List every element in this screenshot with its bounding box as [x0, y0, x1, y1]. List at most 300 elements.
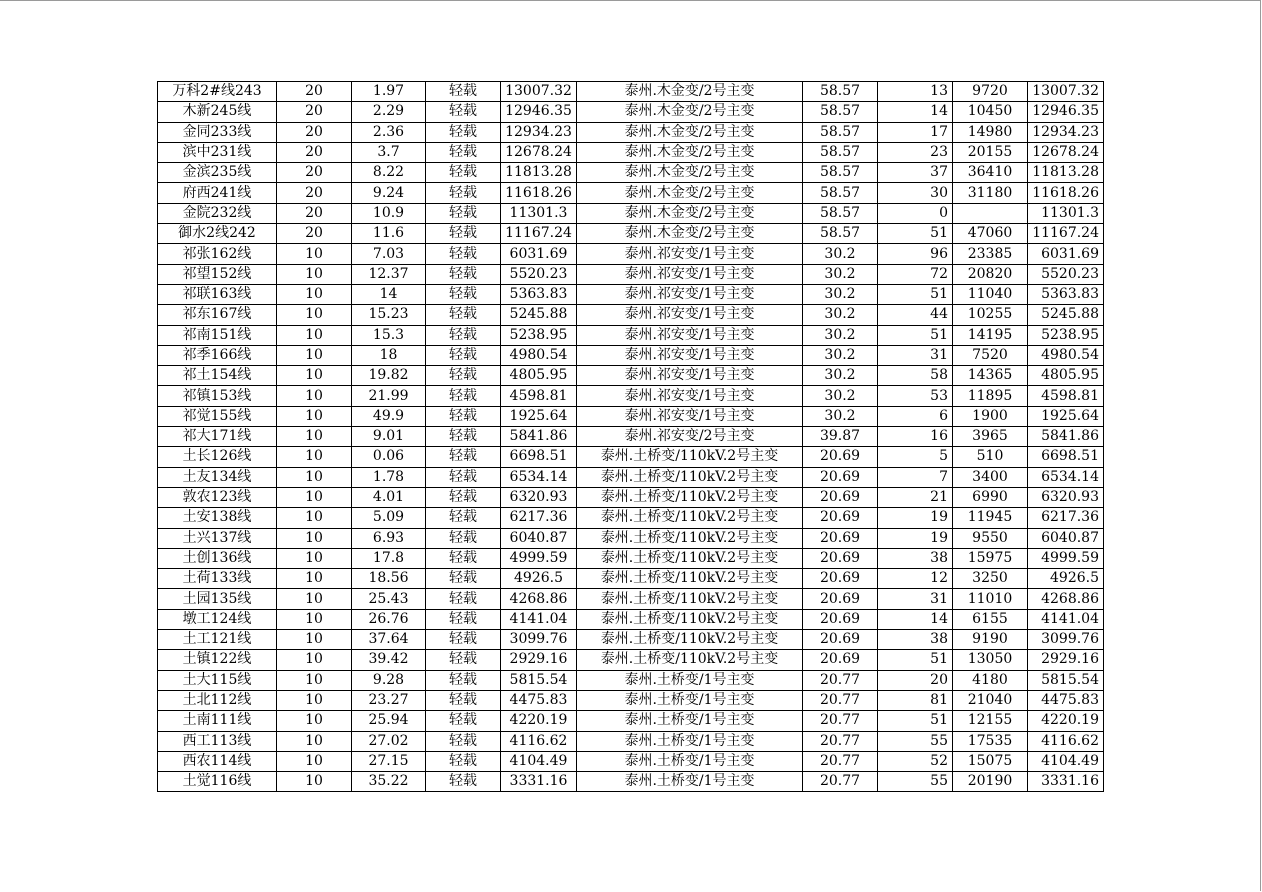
table-cell: 泰州.木金变/2号主变 — [577, 102, 803, 122]
table-cell: 轻载 — [426, 284, 501, 304]
table-cell: 2.36 — [352, 122, 426, 142]
table-cell: 15975 — [953, 548, 1028, 568]
table-cell: 72 — [878, 264, 953, 284]
table-cell: 祁季166线 — [158, 345, 277, 365]
table-cell: 6155 — [953, 609, 1028, 629]
table-cell: 轻载 — [426, 325, 501, 345]
table-cell: 30 — [878, 183, 953, 203]
table-cell: 10 — [277, 670, 352, 690]
table-row — [158, 772, 1104, 792]
table-row — [158, 325, 1104, 345]
table-cell: 5238.95 — [1028, 325, 1104, 345]
table-cell: 51 — [878, 224, 953, 244]
table-cell: 轻载 — [426, 467, 501, 487]
table-row — [158, 508, 1104, 528]
table-cell: 39.42 — [352, 650, 426, 670]
table-cell: 3965 — [953, 427, 1028, 447]
table-cell: 17 — [878, 122, 953, 142]
table-cell: 轻载 — [426, 122, 501, 142]
table-cell: 4141.04 — [501, 609, 577, 629]
table-cell: 泰州.土桥变/110kV.2号主变 — [577, 569, 803, 589]
table-cell: 51 — [878, 325, 953, 345]
table-cell: 轻载 — [426, 772, 501, 792]
table-cell: 20 — [878, 670, 953, 690]
table-cell: 20.69 — [803, 569, 878, 589]
table-cell: 6698.51 — [1028, 447, 1104, 467]
table-cell: 14 — [878, 609, 953, 629]
table-cell: 21.99 — [352, 386, 426, 406]
table-cell: 14 — [878, 102, 953, 122]
table-cell: 30.2 — [803, 244, 878, 264]
table-cell: 土镇122线 — [158, 650, 277, 670]
table-cell: 20 — [277, 102, 352, 122]
table-cell: 55 — [878, 772, 953, 792]
table-row — [158, 427, 1104, 447]
table-row — [158, 589, 1104, 609]
table-cell: 泰州.祁安变/1号主变 — [577, 406, 803, 426]
table-cell: 土大115线 — [158, 670, 277, 690]
table-cell — [953, 203, 1028, 223]
table-cell: 10 — [277, 508, 352, 528]
table-cell: 11618.26 — [501, 183, 577, 203]
table-cell: 51 — [878, 711, 953, 731]
table-cell: 轻载 — [426, 102, 501, 122]
table-row — [158, 183, 1104, 203]
table-cell: 土北112线 — [158, 690, 277, 710]
table-cell: 5520.23 — [501, 264, 577, 284]
table-cell: 20.69 — [803, 589, 878, 609]
table-cell: 10 — [277, 447, 352, 467]
table-cell: 19.82 — [352, 366, 426, 386]
table-cell: 10 — [277, 751, 352, 771]
table-row — [158, 569, 1104, 589]
table-cell: 轻载 — [426, 163, 501, 183]
table-cell: 轻载 — [426, 386, 501, 406]
table-cell: 11167.24 — [501, 224, 577, 244]
table-cell: 轻载 — [426, 751, 501, 771]
table-cell: 土园135线 — [158, 589, 277, 609]
table-cell: 7.03 — [352, 244, 426, 264]
table-cell: 10.9 — [352, 203, 426, 223]
table-row — [158, 366, 1104, 386]
table-cell: 轻载 — [426, 427, 501, 447]
table-cell: 58.57 — [803, 102, 878, 122]
table-cell: 10 — [277, 467, 352, 487]
table-cell: 4999.59 — [501, 548, 577, 568]
table-row — [158, 386, 1104, 406]
table-cell: 泰州.土桥变/110kV.2号主变 — [577, 447, 803, 467]
table-cell: 土荷133线 — [158, 569, 277, 589]
table-cell: 81 — [878, 690, 953, 710]
table-cell: 御水2线242 — [158, 224, 277, 244]
table-cell: 6040.87 — [501, 528, 577, 548]
table-cell: 土兴137线 — [158, 528, 277, 548]
table-cell: 轻载 — [426, 366, 501, 386]
table-cell: 20.69 — [803, 467, 878, 487]
table-row — [158, 244, 1104, 264]
table-cell: 20.77 — [803, 772, 878, 792]
table-cell: 5245.88 — [501, 305, 577, 325]
table-cell: 9.24 — [352, 183, 426, 203]
table-cell: 泰州.土桥变/1号主变 — [577, 670, 803, 690]
table-row — [158, 447, 1104, 467]
table-cell: 51 — [878, 650, 953, 670]
table-cell: 泰州.木金变/2号主变 — [577, 163, 803, 183]
table-cell: 53 — [878, 386, 953, 406]
table-cell: 轻载 — [426, 345, 501, 365]
table-row — [158, 122, 1104, 142]
table-cell: 55 — [878, 731, 953, 751]
table-cell: 泰州.土桥变/110kV.2号主变 — [577, 548, 803, 568]
table-cell: 96 — [878, 244, 953, 264]
table-cell: 土南111线 — [158, 711, 277, 731]
table-cell: 12946.35 — [501, 102, 577, 122]
table-cell: 20.77 — [803, 751, 878, 771]
table-cell: 泰州.木金变/2号主变 — [577, 183, 803, 203]
table-cell: 20.77 — [803, 690, 878, 710]
table-cell: 泰州.土桥变/110kV.2号主变 — [577, 487, 803, 507]
table-cell: 土长126线 — [158, 447, 277, 467]
table-cell: 35.22 — [352, 772, 426, 792]
table-cell: 祁土154线 — [158, 366, 277, 386]
table-cell: 17535 — [953, 731, 1028, 751]
table-cell: 4475.83 — [501, 690, 577, 710]
table-cell: 10 — [277, 772, 352, 792]
table-cell: 3331.16 — [1028, 772, 1104, 792]
table-cell: 府西241线 — [158, 183, 277, 203]
table-cell: 3099.76 — [1028, 630, 1104, 650]
table-cell: 9550 — [953, 528, 1028, 548]
table-cell: 轻载 — [426, 731, 501, 751]
table-cell: 58.57 — [803, 163, 878, 183]
table-cell: 38 — [878, 630, 953, 650]
table-cell: 轻载 — [426, 447, 501, 467]
table-cell: 3250 — [953, 569, 1028, 589]
table-cell: 泰州.祁安变/2号主变 — [577, 427, 803, 447]
table-cell: 10 — [277, 427, 352, 447]
table-cell: 25.43 — [352, 589, 426, 609]
table-cell: 0 — [878, 203, 953, 223]
table-cell: 20 — [277, 224, 352, 244]
table-cell: 21040 — [953, 690, 1028, 710]
table-cell: 泰州.土桥变/110kV.2号主变 — [577, 630, 803, 650]
table-cell: 轻载 — [426, 142, 501, 162]
table-cell: 10 — [277, 366, 352, 386]
table-cell: 泰州.土桥变/110kV.2号主变 — [577, 508, 803, 528]
table-cell: 11945 — [953, 508, 1028, 528]
table-cell: 15075 — [953, 751, 1028, 771]
table-cell: 16 — [878, 427, 953, 447]
table-cell: 6031.69 — [1028, 244, 1104, 264]
table-cell: 4980.54 — [1028, 345, 1104, 365]
table-cell: 轻载 — [426, 630, 501, 650]
table-cell: 轻载 — [426, 650, 501, 670]
table-cell: 20 — [277, 122, 352, 142]
table-cell: 4268.86 — [1028, 589, 1104, 609]
table-cell: 12.37 — [352, 264, 426, 284]
table-cell: 31180 — [953, 183, 1028, 203]
table-cell: 23385 — [953, 244, 1028, 264]
table-cell: 58.57 — [803, 203, 878, 223]
table-cell: 泰州.木金变/2号主变 — [577, 82, 803, 102]
table-cell: 4999.59 — [1028, 548, 1104, 568]
table-cell: 5363.83 — [1028, 284, 1104, 304]
table-cell: 30.2 — [803, 406, 878, 426]
table-cell: 6 — [878, 406, 953, 426]
table-cell: 27.02 — [352, 731, 426, 751]
table-cell: 18.56 — [352, 569, 426, 589]
table-cell: 西农114线 — [158, 751, 277, 771]
table-cell: 0.06 — [352, 447, 426, 467]
table-cell: 轻载 — [426, 203, 501, 223]
table-row — [158, 203, 1104, 223]
table-cell: 泰州.土桥变/110kV.2号主变 — [577, 650, 803, 670]
table-cell: 14980 — [953, 122, 1028, 142]
table-cell: 轻载 — [426, 264, 501, 284]
table-cell: 泰州.土桥变/1号主变 — [577, 731, 803, 751]
table-row — [158, 224, 1104, 244]
table-cell: 13050 — [953, 650, 1028, 670]
table-cell: 20 — [277, 163, 352, 183]
table-row — [158, 345, 1104, 365]
table-cell: 10 — [277, 569, 352, 589]
table-cell: 6320.93 — [1028, 487, 1104, 507]
table-cell: 泰州.祁安变/1号主变 — [577, 325, 803, 345]
table-cell: 36410 — [953, 163, 1028, 183]
table-cell: 10450 — [953, 102, 1028, 122]
table-cell: 25.94 — [352, 711, 426, 731]
table-cell: 10 — [277, 650, 352, 670]
table-cell: 30.2 — [803, 325, 878, 345]
table-cell: 轻载 — [426, 183, 501, 203]
table-cell: 20 — [277, 203, 352, 223]
table-cell: 20.69 — [803, 548, 878, 568]
table-cell: 5245.88 — [1028, 305, 1104, 325]
table-cell: 18 — [352, 345, 426, 365]
table-cell: 金院232线 — [158, 203, 277, 223]
table-cell: 6698.51 — [501, 447, 577, 467]
table-cell: 20.69 — [803, 528, 878, 548]
table-cell: 37 — [878, 163, 953, 183]
feeder-load-table — [157, 81, 1104, 792]
table-cell: 10 — [277, 305, 352, 325]
table-cell: 6040.87 — [1028, 528, 1104, 548]
table-cell: 泰州.祁安变/1号主变 — [577, 244, 803, 264]
table-cell: 5.09 — [352, 508, 426, 528]
table-row — [158, 102, 1104, 122]
table-cell: 21 — [878, 487, 953, 507]
table-cell: 31 — [878, 589, 953, 609]
table-cell: 5238.95 — [501, 325, 577, 345]
table-cell: 8.22 — [352, 163, 426, 183]
table-cell: 47060 — [953, 224, 1028, 244]
table-cell: 泰州.土桥变/1号主变 — [577, 711, 803, 731]
table-cell: 14365 — [953, 366, 1028, 386]
table-row — [158, 751, 1104, 771]
table-cell: 39.87 — [803, 427, 878, 447]
table-cell: 10 — [277, 711, 352, 731]
table-row — [158, 690, 1104, 710]
table-cell: 4926.5 — [1028, 569, 1104, 589]
table-cell: 58.57 — [803, 82, 878, 102]
table-cell: 泰州.土桥变/1号主变 — [577, 690, 803, 710]
table-cell: 11301.3 — [501, 203, 577, 223]
table-cell: 泰州.祁安变/1号主变 — [577, 386, 803, 406]
table-cell: 12934.23 — [501, 122, 577, 142]
table-cell: 10 — [277, 244, 352, 264]
table-cell: 泰州.祁安变/1号主变 — [577, 284, 803, 304]
table-cell: 西工113线 — [158, 731, 277, 751]
table-cell: 10 — [277, 487, 352, 507]
table-cell: 土工121线 — [158, 630, 277, 650]
table-cell: 7520 — [953, 345, 1028, 365]
table-cell: 10 — [277, 731, 352, 751]
table-cell: 11895 — [953, 386, 1028, 406]
table-cell: 泰州.土桥变/110kV.2号主变 — [577, 528, 803, 548]
table-cell: 17.8 — [352, 548, 426, 568]
table-cell: 10 — [277, 284, 352, 304]
table-cell: 4104.49 — [501, 751, 577, 771]
table-cell: 11.6 — [352, 224, 426, 244]
table-row — [158, 163, 1104, 183]
table-cell: 1900 — [953, 406, 1028, 426]
table-cell: 44 — [878, 305, 953, 325]
table-cell: 5815.54 — [501, 670, 577, 690]
table-cell: 3.7 — [352, 142, 426, 162]
table-cell: 5815.54 — [1028, 670, 1104, 690]
table-cell: 万科2#线243 — [158, 82, 277, 102]
table-cell: 58.57 — [803, 122, 878, 142]
table-cell: 58.57 — [803, 224, 878, 244]
table-cell: 轻载 — [426, 711, 501, 731]
table-cell: 11040 — [953, 284, 1028, 304]
table-cell: 14195 — [953, 325, 1028, 345]
table-row — [158, 305, 1104, 325]
table-cell: 金同233线 — [158, 122, 277, 142]
table-row — [158, 670, 1104, 690]
table-cell: 4141.04 — [1028, 609, 1104, 629]
table-cell: 4598.81 — [1028, 386, 1104, 406]
table-cell: 4805.95 — [1028, 366, 1104, 386]
table-cell: 4980.54 — [501, 345, 577, 365]
table-cell: 4220.19 — [501, 711, 577, 731]
table-cell: 轻载 — [426, 82, 501, 102]
table-cell: 12155 — [953, 711, 1028, 731]
table-cell: 12946.35 — [1028, 102, 1104, 122]
table-cell: 祁觉155线 — [158, 406, 277, 426]
table-cell: 泰州.祁安变/1号主变 — [577, 264, 803, 284]
table-cell: 12678.24 — [501, 142, 577, 162]
table-cell: 38 — [878, 548, 953, 568]
table-cell: 52 — [878, 751, 953, 771]
table-cell: 20820 — [953, 264, 1028, 284]
table-cell: 轻载 — [426, 406, 501, 426]
table-row — [158, 284, 1104, 304]
table-cell: 7 — [878, 467, 953, 487]
table-cell: 12 — [878, 569, 953, 589]
table-cell: 轻载 — [426, 569, 501, 589]
table-cell: 敦农123线 — [158, 487, 277, 507]
table-row — [158, 467, 1104, 487]
table-cell: 20.77 — [803, 670, 878, 690]
table-cell: 58 — [878, 366, 953, 386]
table-cell: 11167.24 — [1028, 224, 1104, 244]
table-cell: 轻载 — [426, 609, 501, 629]
table-row — [158, 82, 1104, 102]
table-cell: 祁张162线 — [158, 244, 277, 264]
table-cell: 30.2 — [803, 284, 878, 304]
table-cell: 30.2 — [803, 264, 878, 284]
table-cell: 37.64 — [352, 630, 426, 650]
table-cell: 9190 — [953, 630, 1028, 650]
table-cell: 14 — [352, 284, 426, 304]
table-cell: 土友134线 — [158, 467, 277, 487]
table-cell: 20.69 — [803, 630, 878, 650]
table-row — [158, 548, 1104, 568]
table-row — [158, 487, 1104, 507]
table-body — [158, 82, 1104, 792]
table-cell: 10 — [277, 325, 352, 345]
table-cell: 1925.64 — [1028, 406, 1104, 426]
table-cell: 5 — [878, 447, 953, 467]
table-cell: 4475.83 — [1028, 690, 1104, 710]
table-row — [158, 731, 1104, 751]
table-cell: 5520.23 — [1028, 264, 1104, 284]
table-cell: 9.01 — [352, 427, 426, 447]
table-cell: 轻载 — [426, 244, 501, 264]
table-cell: 泰州.祁安变/1号主变 — [577, 366, 803, 386]
table-cell: 3400 — [953, 467, 1028, 487]
table-cell: 4104.49 — [1028, 751, 1104, 771]
table-cell: 11301.3 — [1028, 203, 1104, 223]
table-cell: 58.57 — [803, 142, 878, 162]
table-cell: 6990 — [953, 487, 1028, 507]
table-cell: 祁东167线 — [158, 305, 277, 325]
table-cell: 20.69 — [803, 508, 878, 528]
table-cell: 5841.86 — [1028, 427, 1104, 447]
table-cell: 31 — [878, 345, 953, 365]
table-cell: 20.69 — [803, 487, 878, 507]
table-cell: 泰州.祁安变/1号主变 — [577, 305, 803, 325]
table-cell: 11813.28 — [1028, 163, 1104, 183]
table-cell: 30.2 — [803, 345, 878, 365]
table-cell: 10 — [277, 406, 352, 426]
table-cell: 泰州.土桥变/1号主变 — [577, 751, 803, 771]
table-cell: 4598.81 — [501, 386, 577, 406]
table-cell: 20 — [277, 142, 352, 162]
table-cell: 1.97 — [352, 82, 426, 102]
table-cell: 泰州.木金变/2号主变 — [577, 224, 803, 244]
table-cell: 泰州.木金变/2号主变 — [577, 122, 803, 142]
table-cell: 19 — [878, 508, 953, 528]
table-cell: 6217.36 — [1028, 508, 1104, 528]
table-cell: 10 — [277, 528, 352, 548]
table-cell: 11618.26 — [1028, 183, 1104, 203]
table-cell: 510 — [953, 447, 1028, 467]
table-cell: 土安138线 — [158, 508, 277, 528]
table-cell: 1.78 — [352, 467, 426, 487]
table-cell: 23 — [878, 142, 953, 162]
table-row — [158, 711, 1104, 731]
table-cell: 30.2 — [803, 386, 878, 406]
table-cell: 泰州.土桥变/110kV.2号主变 — [577, 589, 803, 609]
table-cell: 6217.36 — [501, 508, 577, 528]
table-cell: 27.15 — [352, 751, 426, 771]
table-cell: 6534.14 — [1028, 467, 1104, 487]
table-row — [158, 609, 1104, 629]
table-cell: 12678.24 — [1028, 142, 1104, 162]
table-cell: 轻载 — [426, 487, 501, 507]
